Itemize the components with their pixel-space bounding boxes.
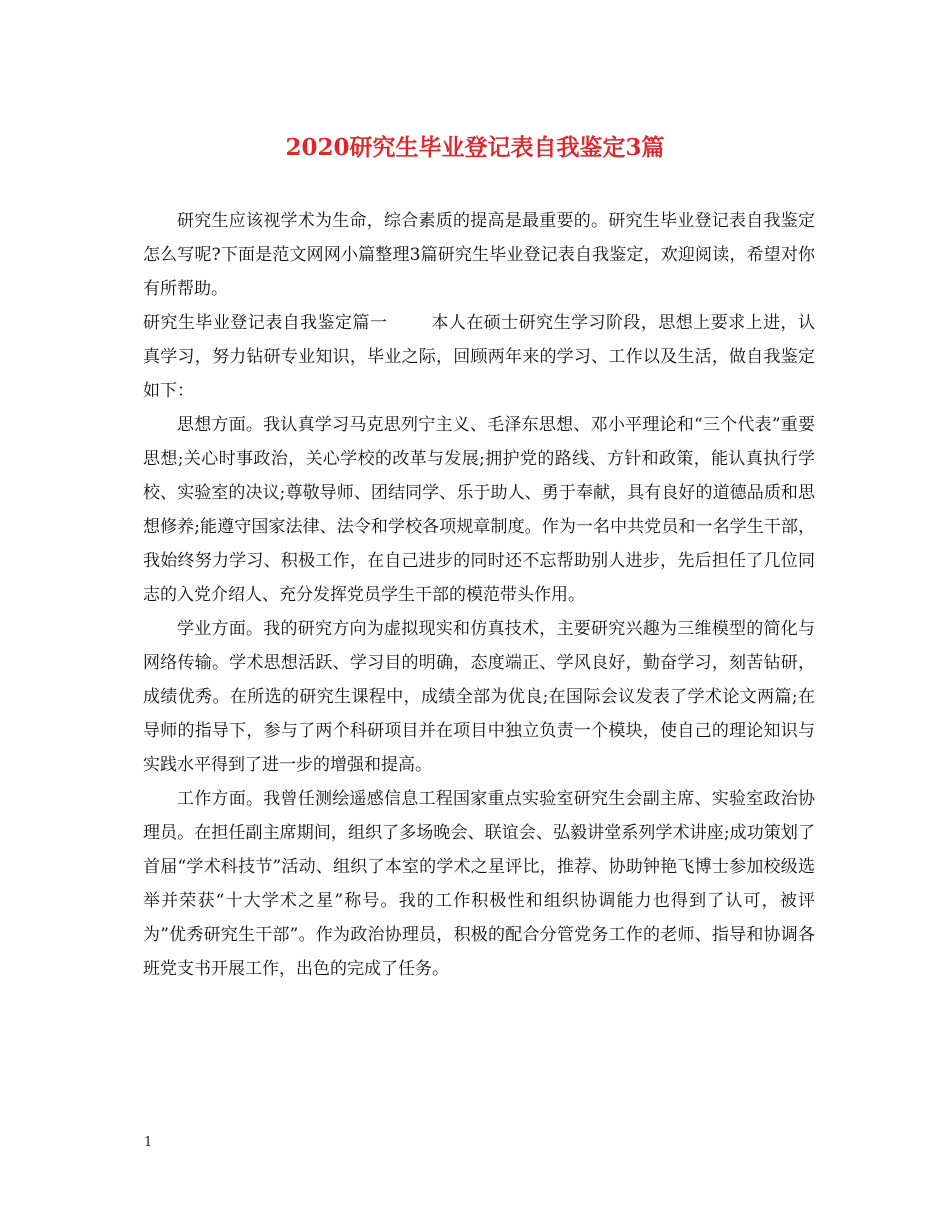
section-heading: 研究生毕业登记表自我鉴定篇一 <box>143 313 388 333</box>
document-body <box>143 204 815 986</box>
thought-paragraph: 思想方面。我认真学习马克思列宁主义、毛泽东思想、邓小平理论和“三个代表”重要思想;关心时事政治，关心学校的改革与发展;拥护党的路线、方针和政策，能认真执行学校、实验室的决议;尊敬导师、团结同学、乐于助人、勇于奉献，具有良好的道德品质和思想修养;能遵守国家法律、法令和学校各项规章制度。作为一名中共党员和一名学生干部，我始终努力学习、积极工作，在自己进步的同时还不忘帮助别人进步，先后担任了几位同志的入党介绍人、充分发挥党员学生干部的模范带头作用。 <box>143 415 815 605</box>
study-paragraph: 学业方面。我的研究方向为虚拟现实和仿真技术，主要研究兴趣为三维模型的简化与网络传输。学术思想活跃、学习目的明确，态度端正、学风良好，勤奋学习，刻苦钻研，成绩优秀。在所选的研究生课程中，成绩全部为优良;在国际会议发表了学术论文两篇;在导师的指导下，参与了两个科研项目并在项目中独立负责一个模块，使自己的理论知识与实践水平得到了进一步的增强和提高。 <box>143 619 815 775</box>
section-paragraph <box>143 306 815 408</box>
document-title: 2020研究生毕业登记表自我鉴定3篇 <box>285 134 665 161</box>
section-opening-text: 本人在硕士研究生学习阶段，思想上要求上进，认真学习，努力钻研专业知识，毕业之际，回顾两年来的学习、工作以及生活，做自我鉴定如下： <box>143 313 816 401</box>
intro-paragraph: 研究生应该视学术为生命，综合素质的提高是最重要的。研究生毕业登记表自我鉴定怎么写呢?下面是范文网网小篇整理3篇研究生毕业登记表自我鉴定，欢迎阅读，希望对你有所帮助。 <box>143 211 815 299</box>
work-paragraph: 工作方面。我曾任测绘遥感信息工程国家重点实验室研究生会副主席、实验室政治协理员。在担任副主席期间，组织了多场晚会、联谊会、弘毅讲堂系列学术讲座;成功策划了首届“学术科技节”活动、组织了本室的学术之星评比，推荐、协助钟艳飞博士参加校级选举并荣获“十大学术之星”称号。我的工作积极性和组织协调能力也得到了认可，被评为”优秀研究生干部”。作为政治协理员，积极的配合分管党务工作的老师、指导和协调各班党支书开展工作，出色的完成了任务。 <box>143 789 815 979</box>
page-number: 1 <box>144 1135 153 1150</box>
